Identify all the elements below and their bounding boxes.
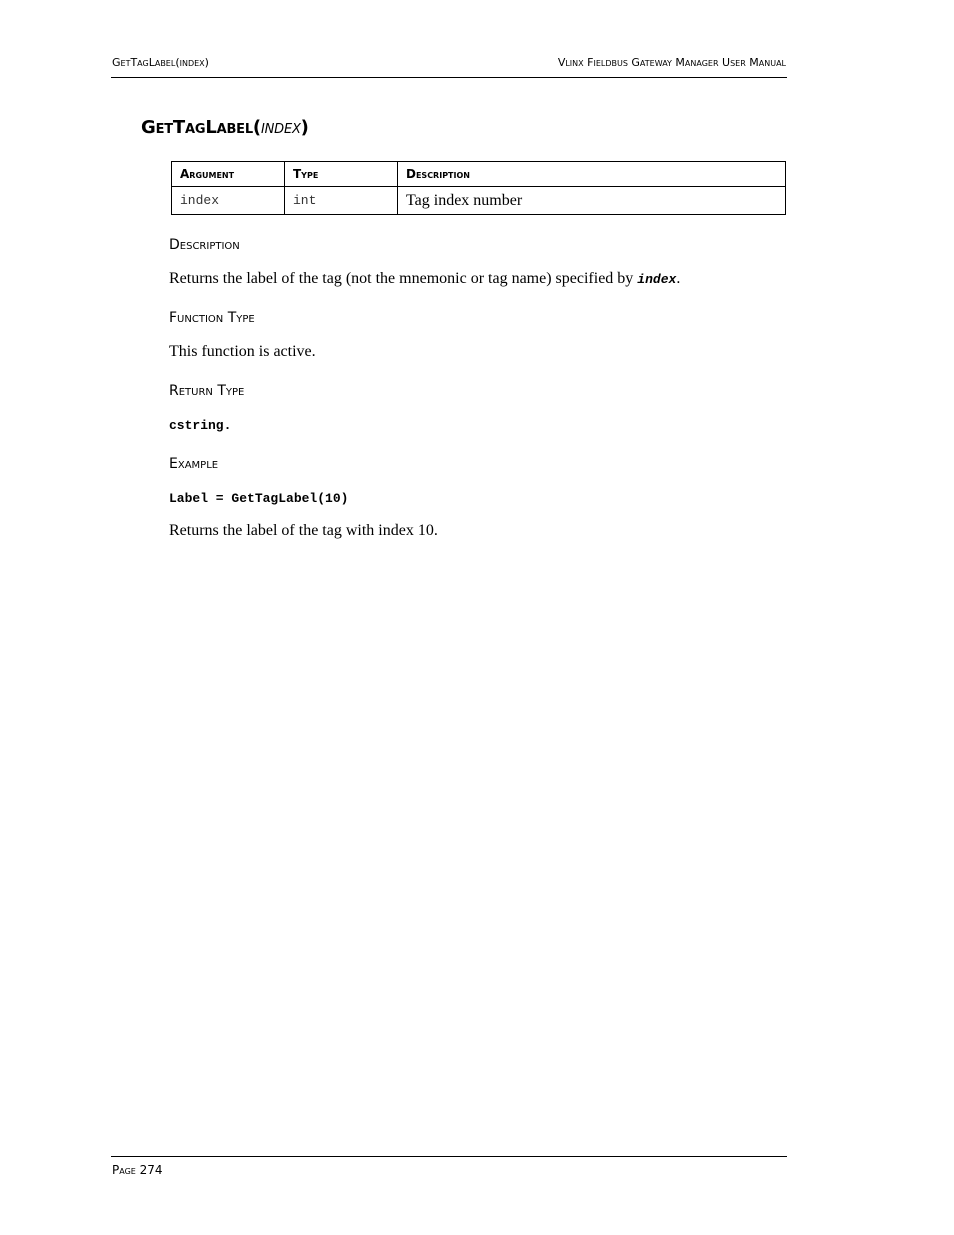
cell-description: Tag index number: [398, 187, 786, 215]
function-name: GetTagLabel(: [141, 117, 261, 138]
function-type-heading: Function Type: [169, 310, 255, 326]
example-code: Label = GetTagLabel(10): [169, 491, 349, 506]
function-type-text: This function is active.: [169, 343, 316, 360]
example-text: Returns the label of the tag with index 10.: [169, 522, 438, 539]
example-heading: Example: [169, 456, 219, 472]
header-manual-title: Vlinx Fieldbus Gateway Manager User Manual: [557, 56, 786, 69]
page-number: Page 274: [112, 1163, 163, 1177]
description-code: index: [637, 272, 677, 287]
function-close-paren: ): [300, 117, 309, 138]
column-header-type: Type: [285, 162, 398, 187]
table-row: [172, 187, 786, 215]
header-section-title: GetTagLabel(index): [112, 56, 209, 69]
function-title: [141, 117, 309, 138]
description-body: Returns the label of the tag (not the mnemonic or tag name) specified by: [169, 270, 638, 287]
cell-argument: index: [172, 187, 285, 215]
column-header-description: Description: [398, 162, 786, 187]
return-type-heading: Return Type: [169, 383, 245, 399]
description-text: [169, 270, 680, 288]
column-header-argument: Argument: [172, 162, 285, 187]
description-heading: Description: [169, 237, 240, 253]
page-footer: [111, 1156, 787, 1177]
argument-table-header-row: [172, 162, 786, 187]
page-header: [111, 55, 787, 78]
argument-table: [171, 161, 786, 215]
cell-type: int: [285, 187, 398, 215]
return-type-code: cstring.: [169, 418, 232, 433]
function-argument: index: [260, 117, 301, 138]
description-period: .: [676, 270, 681, 287]
